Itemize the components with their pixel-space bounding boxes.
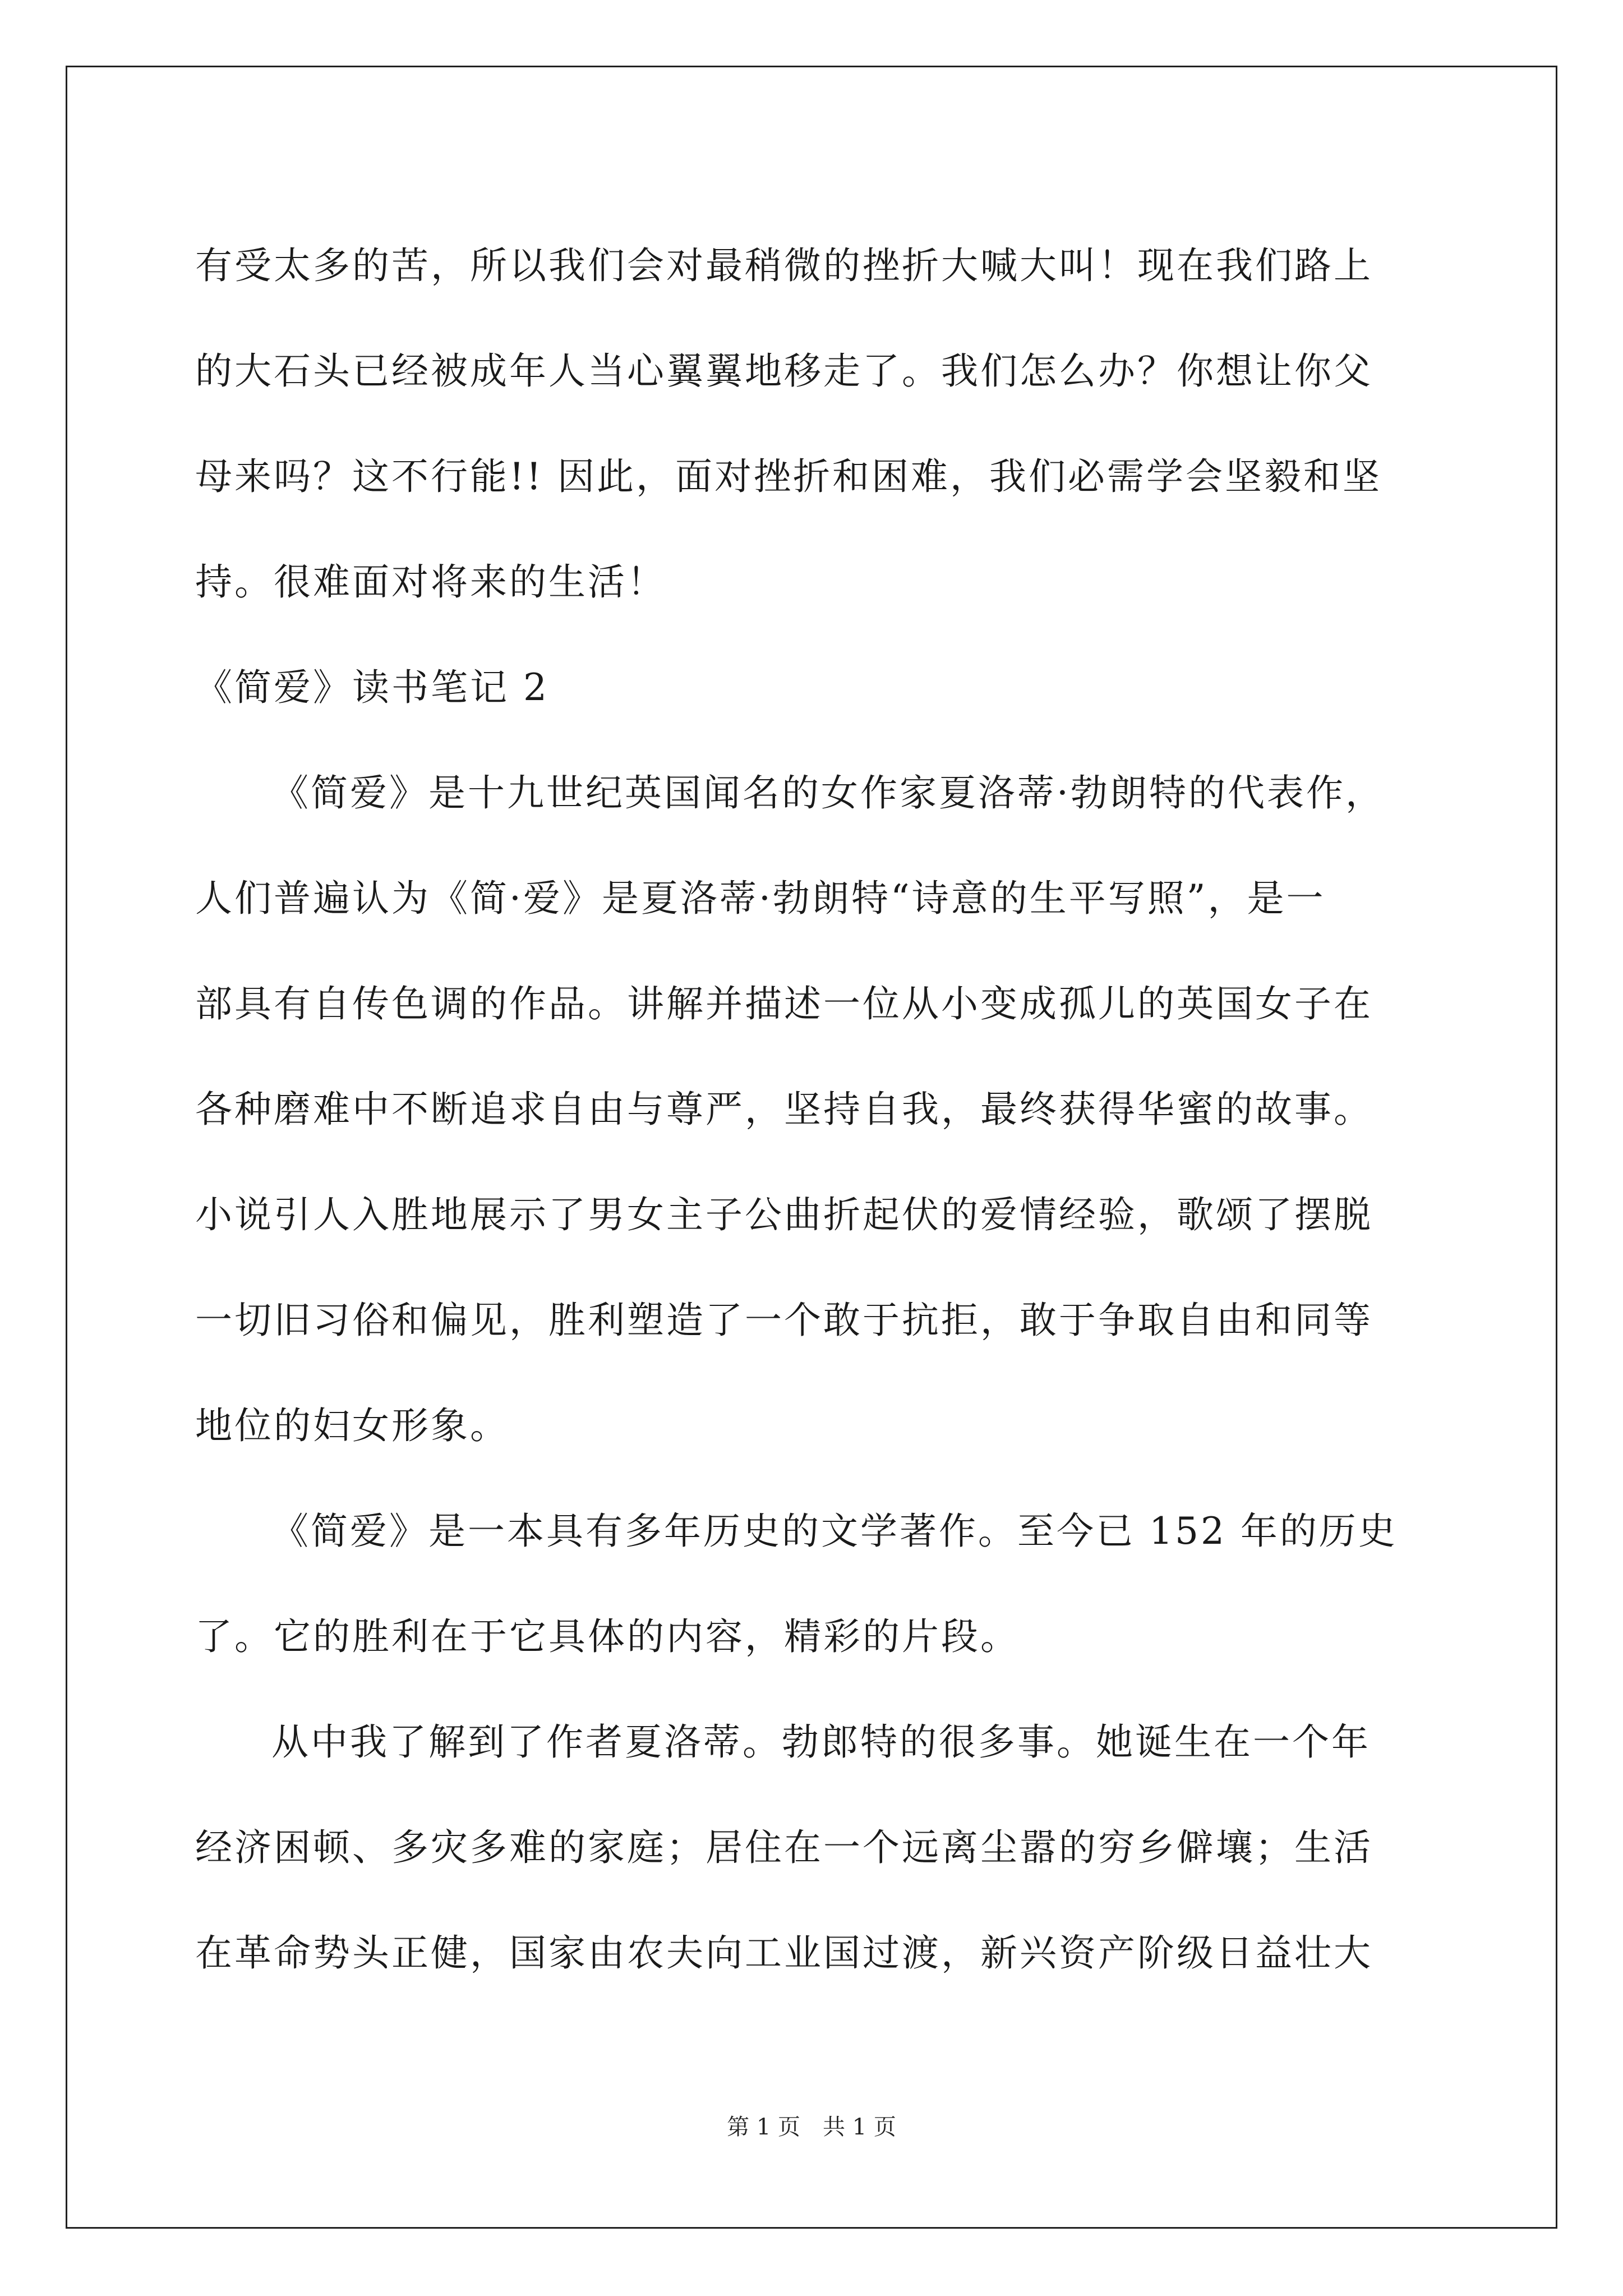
text-line: 小说引人入胜地展示了男女主子公曲折起伏的爱情经验，歌颂了摆脱 (195, 1193, 1373, 1236)
text-line: 《简爱》是十九世纪英国闻名的女作家夏洛蒂·勃朗特的代表作， (271, 771, 1385, 815)
text-line: 持。很难面对将来的生活！ (195, 560, 666, 604)
text-line: 《简爱》是一本具有多年历史的文学著作。至今已 152 年的历史 (271, 1510, 1398, 1553)
document-body (195, 213, 1431, 2006)
text-line: 从中我了解到了作者夏洛蒂。勃郎特的很多事。她诞生在一个年 (271, 1720, 1371, 1764)
page-footer: 第 1 页 共 1 页 (727, 2114, 896, 2140)
text-line: 部具有自传色调的作品。讲解并描述一位从小变成孤儿的英国女子在 (195, 982, 1373, 1025)
text-line: 地位的妇女形象。 (195, 1404, 509, 1447)
text-line: 的大石头已经被成年人当心翼翼地移走了。我们怎么办？你想让你父 (195, 349, 1373, 393)
text-line: 各种磨难中不断追求自由与尊严，坚持自我，最终获得华蜜的故事。 (195, 1088, 1373, 1131)
text-line: 母来吗？这不行能!! 因此，面对挫折和困难，我们必需学会坚毅和坚 (195, 455, 1382, 498)
text-line: 一切旧习俗和偏见，胜利塑造了一个敢于抗拒，敢于争取自由和同等 (195, 1299, 1373, 1342)
text-line: 人们普遍认为《简·爱》是夏洛蒂·勃朗特“诗意的生平写照”，是一 (195, 877, 1326, 920)
text-line: 在革命势头正健，国家由农夫向工业国过渡，新兴资产阶级日益壮大 (195, 1931, 1373, 1975)
text-line: 了。它的胜利在于它具体的内容，精彩的片段。 (195, 1615, 1020, 1658)
text-line: 有受太多的苦，所以我们会对最稍微的挫折大喊大叫！现在我们路上 (195, 244, 1373, 287)
text-line: 经济困顿、多灾多难的家庭；居住在一个远离尘嚣的穷乡僻壤；生活 (195, 1826, 1373, 1869)
section-heading: 《简爱》读书笔记 2 (195, 666, 549, 709)
